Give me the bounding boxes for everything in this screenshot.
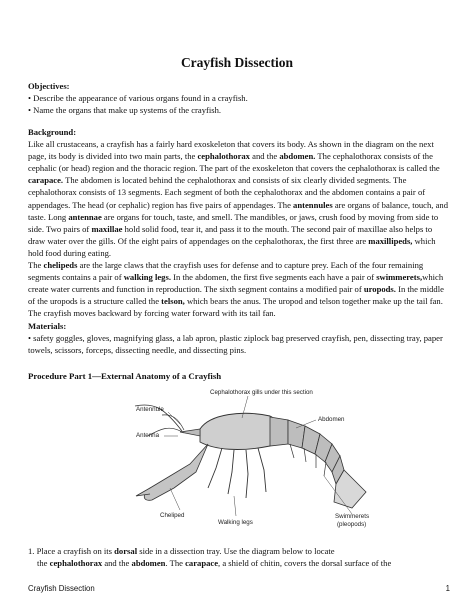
label-pleopods: (pleopods)	[337, 521, 367, 528]
walking-legs-shape	[208, 448, 266, 498]
label-cheliped: Cheliped	[160, 512, 185, 519]
label-swimmerets: Swimmerets	[335, 513, 370, 520]
step-1-text: 1. Place a crayfish on its dorsal side in a dissection tray. Use the diagram below to locate the cephalothorax and the abdomen. The carapace, a shield of chitin, covers the dorsal surface of the	[28, 546, 392, 568]
objective-item: • Name the organs that make up systems of the crayfish.	[28, 105, 222, 116]
page-title: Crayfish Dissection	[180, 55, 294, 70]
background-heading: Background:	[28, 127, 77, 137]
cheliped-shape	[144, 444, 208, 500]
crayfish-diagram	[130, 384, 430, 532]
label-abdomen: Abdomen	[318, 416, 345, 423]
background-paragraph: Like all crustaceans, a crayfish has a fairly hard exoskeleton that covers its body. As shown in the diagram on the next page, its body is divided into two main parts, the cephalothorax and the abdomen. The cephalothorax consists of the cephalic (or head) region and the thoracic region. The part of the exoskeleton that covers the cephalothorax is called the carapace. The abdomen is located behind the cephalothorax and consists of six clearly divided segments. The cephalothorax consists of 13 segments. Each segment of both the cephalothorax and the abdomen contains a pair of appendages. The head (or cephalic) region has five pairs of appendages. The antennules are organs of balance, touch, and taste. Long antennae are organs for touch, taste, and smell. The mandibles, or jaws, crush food by moving from side to side. Two pairs of maxillae hold solid food, tear it, and pass it to the mouth. The second pair of maxillae also helps to draw water over the gills. Of the eight pairs of appendages on the cephalothorax, the first three are maxillipeds, which hold food during eating.	[28, 139, 449, 258]
cephalothorax-shape	[200, 413, 278, 449]
background-paragraph: The chelipeds are the large claws that the crayfish uses for defense and to capture prey. Each of the four remaining segments contains a pair of walking legs. In the abdomen, the first five segments each have a pair of swimmerets,which create water currents and function in reproduction. The sixth segment contains a modified pair of uropods. In the middle of the uropods is a structure called the telson, which bears the anus. The uropod and telson together make up the tail fan. The crayfish moves backward by forcing water forward with its tail fan.	[28, 260, 444, 319]
label-antenna: Antenna	[136, 432, 160, 439]
label-antennule: Antennule	[136, 406, 164, 413]
procedure-heading: Procedure Part 1—External Anatomy of a Crayfish	[28, 371, 222, 381]
label-gills: Cephalothorax gills under this section	[210, 389, 313, 396]
materials-text: • safety goggles, gloves, magnifying glass, a lab apron, plastic ziplock bag preserved crayfish, pen, dissecting tray, paper towels, scissors, forceps, dissecting needle, and dissecting pins.	[28, 332, 443, 355]
objectives-section	[28, 80, 448, 116]
footer-title: Crayfish Dissection	[28, 584, 95, 593]
page-number: 1	[445, 584, 450, 593]
materials-heading: Materials:	[28, 320, 67, 331]
background-section	[28, 126, 448, 356]
objective-item: • Describe the appearance of various organs found in a crayfish.	[28, 93, 248, 104]
page-footer	[28, 584, 450, 593]
abdomen-shape	[270, 417, 344, 484]
objectives-heading: Objectives:	[28, 81, 70, 91]
label-walking-legs: Walking legs	[218, 519, 253, 526]
